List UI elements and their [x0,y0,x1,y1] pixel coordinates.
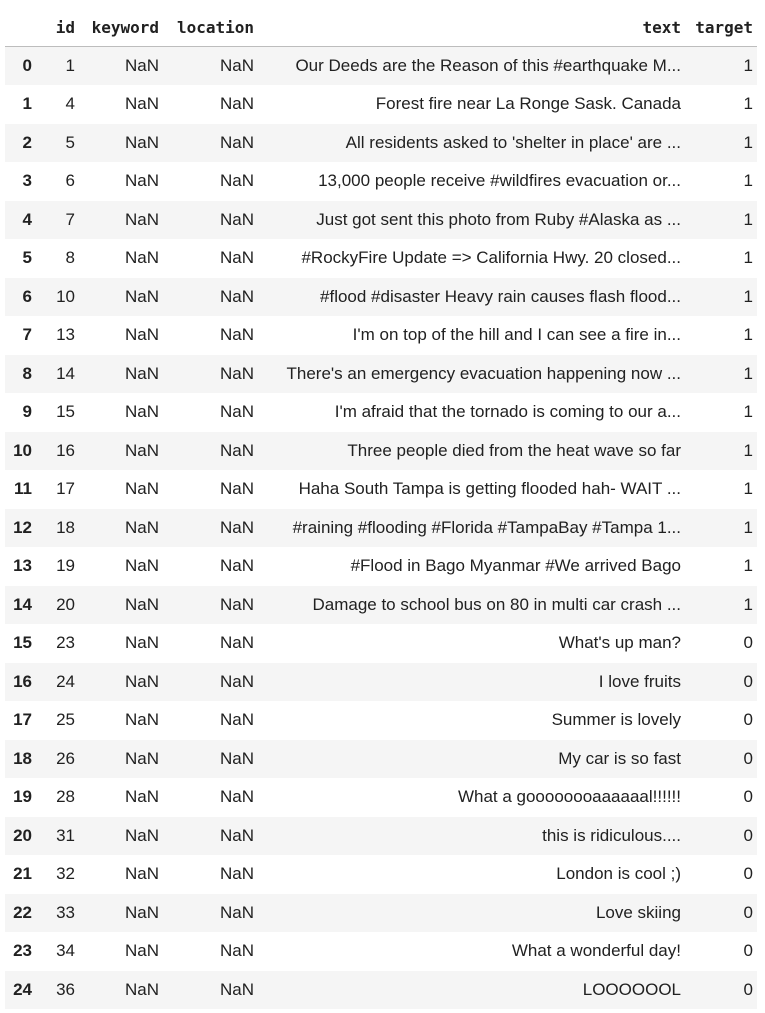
cell-keyword: NaN [124,671,159,691]
cell-target: 0 [743,671,753,691]
cell-text: Damage to school bus on 80 in multi car crash ... [312,594,681,614]
cell-location: NaN [219,402,254,422]
cell-target: 0 [743,902,753,922]
cell-location: NaN [219,363,254,383]
cell-keyword: NaN [124,325,159,345]
cell-location: NaN [219,902,254,922]
cell-text: I love fruits [598,671,681,691]
cell-text: There's an emergency evacuation happening now ... [286,363,681,383]
cell-target: 1 [743,594,753,614]
cell-keyword: NaN [124,56,159,75]
cell-id: 4 [65,94,75,114]
cell-index: 17 [13,710,32,730]
cell-text: #flood #disaster Heavy rain causes flash flood... [320,286,681,306]
cell-target: 0 [743,787,753,807]
table-row [5,509,757,548]
cell-id: 7 [65,209,75,229]
cell-index: 3 [22,171,32,191]
table-row [5,817,757,856]
cell-text: I'm afraid that the tornado is coming to our a... [334,402,681,422]
cell-text: I'm on top of the hill and I can see a fire in... [352,325,681,345]
cell-index: 1 [22,94,32,114]
cell-index: 6 [22,286,32,306]
cell-index: 21 [13,864,32,884]
cell-target: 1 [743,171,753,191]
cell-id: 24 [56,671,75,691]
table-body [5,47,757,1010]
cell-index: 0 [22,56,32,75]
table-row [5,624,757,663]
table-row [5,701,757,740]
cell-location: NaN [219,864,254,884]
cell-location: NaN [219,633,254,653]
cell-index: 19 [13,787,32,807]
table-row [5,201,757,240]
header-target: target [685,8,757,47]
table-row [5,124,757,163]
cell-keyword: NaN [124,902,159,922]
cell-index: 4 [22,209,32,229]
cell-id: 23 [56,633,75,653]
cell-target: 0 [743,825,753,845]
cell-location: NaN [219,479,254,499]
table-row [5,355,757,394]
table-row [5,932,757,971]
cell-target: 1 [743,132,753,152]
table-row [5,316,757,355]
cell-id: 17 [56,479,75,499]
cell-keyword: NaN [124,479,159,499]
cell-id: 1 [65,56,75,75]
cell-text: 13,000 people receive #wildfires evacuation or... [318,171,681,191]
cell-text: What's up man? [558,633,681,653]
cell-text: #RockyFire Update => California Hwy. 20 closed... [301,248,681,268]
cell-keyword: NaN [124,633,159,653]
header-keyword: keyword [79,8,163,47]
cell-target: 1 [743,209,753,229]
cell-location: NaN [219,710,254,730]
cell-location: NaN [219,748,254,768]
cell-text: Just got sent this photo from Ruby #Alaska as ... [316,209,681,229]
table-row [5,778,757,817]
cell-index: 7 [22,325,32,345]
cell-location: NaN [219,209,254,229]
cell-target: 1 [743,286,753,306]
cell-id: 16 [56,440,75,460]
cell-index: 9 [22,402,32,422]
cell-location: NaN [219,56,254,75]
cell-keyword: NaN [124,941,159,961]
cell-id: 8 [65,248,75,268]
cell-location: NaN [219,517,254,537]
cell-id: 20 [56,594,75,614]
cell-text: Three people died from the heat wave so far [347,440,681,460]
table-row [5,663,757,702]
table-row [5,162,757,201]
cell-index: 11 [14,479,32,499]
table-row [5,586,757,625]
cell-target: 1 [743,56,753,75]
cell-text: My car is so fast [558,748,681,768]
cell-id: 18 [56,517,75,537]
cell-index: 23 [13,941,32,961]
cell-location: NaN [219,787,254,807]
cell-keyword: NaN [124,440,159,460]
cell-target: 1 [743,517,753,537]
cell-target: 1 [743,325,753,345]
cell-keyword: NaN [124,363,159,383]
header-row [5,8,757,47]
cell-keyword: NaN [124,710,159,730]
cell-keyword: NaN [124,594,159,614]
cell-location: NaN [219,825,254,845]
cell-index: 22 [13,902,32,922]
cell-location: NaN [219,440,254,460]
cell-id: 10 [56,286,75,306]
cell-id: 34 [56,941,75,961]
cell-text: All residents asked to 'shelter in place' are ... [345,132,681,152]
cell-index: 13 [13,556,32,576]
dataframe-table [5,8,757,1009]
cell-location: NaN [219,171,254,191]
cell-keyword: NaN [124,402,159,422]
header-location: location [163,8,258,47]
cell-target: 1 [743,363,753,383]
table-row [5,432,757,471]
cell-id: 25 [56,710,75,730]
header-index [5,8,37,47]
cell-location: NaN [219,325,254,345]
cell-location: NaN [219,286,254,306]
cell-index: 20 [13,825,32,845]
cell-location: NaN [219,94,254,114]
cell-index: 18 [13,748,32,768]
cell-index: 24 [13,979,32,999]
cell-location: NaN [219,594,254,614]
cell-target: 1 [743,556,753,576]
table-row [5,278,757,317]
cell-keyword: NaN [124,517,159,537]
table-row [5,470,757,509]
cell-text: #Flood in Bago Myanmar #We arrived Bago [350,556,681,576]
cell-keyword: NaN [124,825,159,845]
cell-keyword: NaN [124,787,159,807]
cell-keyword: NaN [124,864,159,884]
cell-target: 1 [743,479,753,499]
cell-id: 36 [56,979,75,999]
table-row [5,85,757,124]
cell-target: 0 [743,864,753,884]
cell-index: 15 [13,633,32,653]
table-row [5,855,757,894]
cell-keyword: NaN [124,979,159,999]
cell-index: 2 [22,132,32,152]
cell-target: 0 [743,633,753,653]
cell-text: What a wonderful day! [511,941,681,961]
cell-text: LOOOOOOL [582,979,681,999]
cell-location: NaN [219,671,254,691]
cell-id: 14 [56,363,75,383]
header-id: id [37,8,79,47]
cell-location: NaN [219,979,254,999]
cell-index: 16 [13,671,32,691]
cell-target: 1 [743,248,753,268]
cell-id: 19 [56,556,75,576]
cell-keyword: NaN [124,286,159,306]
cell-location: NaN [219,132,254,152]
cell-id: 13 [56,325,75,345]
cell-index: 14 [13,594,32,614]
cell-id: 6 [65,171,75,191]
cell-target: 0 [743,748,753,768]
cell-keyword: NaN [124,171,159,191]
cell-text: Love skiing [595,902,681,922]
cell-text: Our Deeds are the Reason of this #earthquake M... [295,56,681,75]
cell-index: 10 [13,440,32,460]
cell-keyword: NaN [124,556,159,576]
cell-id: 32 [56,864,75,884]
cell-index: 5 [22,248,32,268]
cell-text: #raining #flooding #Florida #TampaBay #Tampa 1... [292,517,681,537]
cell-target: 1 [743,440,753,460]
header-text: text [258,8,685,47]
table-row [5,740,757,779]
cell-text: Haha South Tampa is getting flooded hah- WAIT ... [298,479,681,499]
cell-id: 5 [65,132,75,152]
cell-keyword: NaN [124,209,159,229]
cell-target: 0 [743,710,753,730]
cell-keyword: NaN [124,248,159,268]
cell-location: NaN [219,941,254,961]
cell-target: 0 [743,979,753,999]
cell-index: 12 [13,517,32,537]
dataframe-output [5,8,757,1009]
cell-id: 15 [56,402,75,422]
cell-target: 0 [743,941,753,961]
table-row [5,239,757,278]
cell-target: 1 [743,402,753,422]
cell-text: What a goooooooaaaaaal!!!!!! [457,787,681,807]
table-row [5,393,757,432]
cell-keyword: NaN [124,748,159,768]
table-row [5,47,757,86]
cell-id: 33 [56,902,75,922]
table-row [5,971,757,1010]
cell-id: 26 [56,748,75,768]
cell-id: 28 [56,787,75,807]
cell-text: Forest fire near La Ronge Sask. Canada [375,94,681,114]
table-row [5,894,757,933]
cell-text: London is cool ;) [556,864,681,884]
cell-index: 8 [22,363,32,383]
cell-text: this is ridiculous.... [542,825,681,845]
cell-keyword: NaN [124,132,159,152]
cell-text: Summer is lovely [551,710,681,730]
cell-target: 1 [743,94,753,114]
cell-keyword: NaN [124,94,159,114]
cell-id: 31 [56,825,75,845]
cell-location: NaN [219,248,254,268]
cell-location: NaN [219,556,254,576]
table-row [5,547,757,586]
